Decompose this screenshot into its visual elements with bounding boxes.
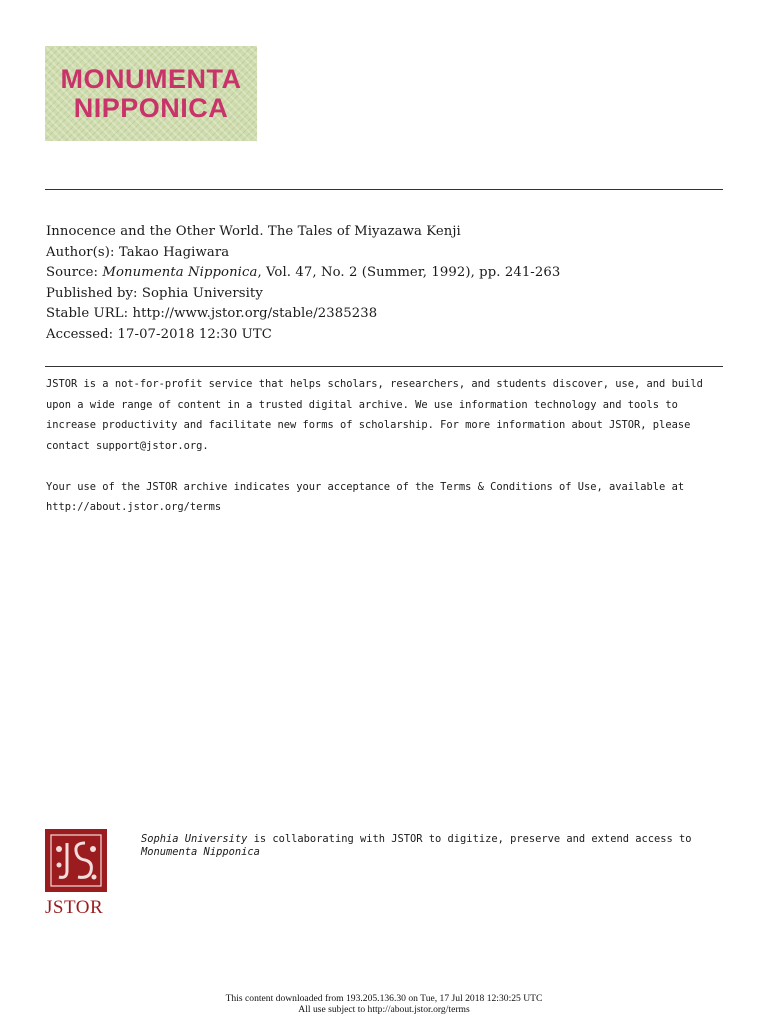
collaboration-note — [141, 833, 731, 859]
authors-line — [46, 243, 722, 264]
accessed-value: 17-07-2018 12:30 UTC — [117, 326, 272, 342]
source-journal: Monumenta Nipponica — [102, 265, 258, 281]
article-title: Innocence and the Other World. The Tales of Miyazawa Kenji — [46, 224, 461, 239]
source-label: Source: — [46, 265, 99, 281]
article-metadata — [46, 222, 722, 346]
stable-url-line — [46, 304, 722, 325]
accessed-label: Accessed: — [46, 326, 114, 342]
journal-logo — [45, 46, 257, 141]
journal-logo-line1: MONUMENTA — [60, 63, 242, 94]
terms-text: Your use of the JSTOR archive indicates your acceptance of the Terms & Conditions of Use, available at — [46, 480, 685, 493]
stable-url-link[interactable]: http://www.jstor.org/stable/2385238 — [132, 306, 378, 322]
jstor-notice — [46, 374, 726, 518]
terms-link[interactable]: http://about.jstor.org/terms — [46, 501, 222, 513]
stable-url-label: Stable URL: — [46, 306, 129, 322]
publisher-line — [46, 284, 722, 305]
source-line — [46, 263, 722, 284]
publisher-value: Sophia University — [141, 285, 263, 301]
middle-divider — [45, 366, 723, 367]
terms-paragraph — [46, 477, 726, 518]
publisher-label: Published by: — [46, 285, 138, 301]
footer-line1: This content downloaded from 193.205.136.30 on Tue, 17 Jul 2018 12:30:25 UTC — [225, 993, 543, 1004]
jstor-logo — [45, 829, 108, 919]
collab-text: is collaborating with JSTOR to digitize, preserve and extend access to — [247, 833, 692, 845]
authors-label: Author(s): — [46, 244, 115, 260]
jstor-wordmark: JSTOR — [45, 897, 104, 918]
about-jstor-paragraph: JSTOR is a not-for-profit service that helps scholars, researchers, and students discover, use, and build upon a wide range of content in a trusted digital archive. We use information technology and tools to increase productivity and facilitate new forms of scholarship. For more information about JSTOR, please contact support@jstor.org. — [46, 378, 703, 452]
top-divider — [45, 189, 723, 190]
source-details: , Vol. 47, No. 2 (Summer, 1992), pp. 241-263 — [257, 265, 561, 281]
collab-institution: Sophia University — [141, 833, 248, 845]
footer-line2: All use subject to http://about.jstor.org/terms — [298, 1004, 470, 1015]
collab-journal: Monumenta Nipponica — [141, 846, 260, 858]
download-footer — [0, 993, 768, 1015]
journal-logo-line2: NIPPONICA — [73, 92, 229, 123]
accessed-line — [46, 325, 722, 346]
authors-value: Takao Hagiwara — [118, 244, 230, 260]
jstor-emblem-icon — [45, 829, 107, 892]
